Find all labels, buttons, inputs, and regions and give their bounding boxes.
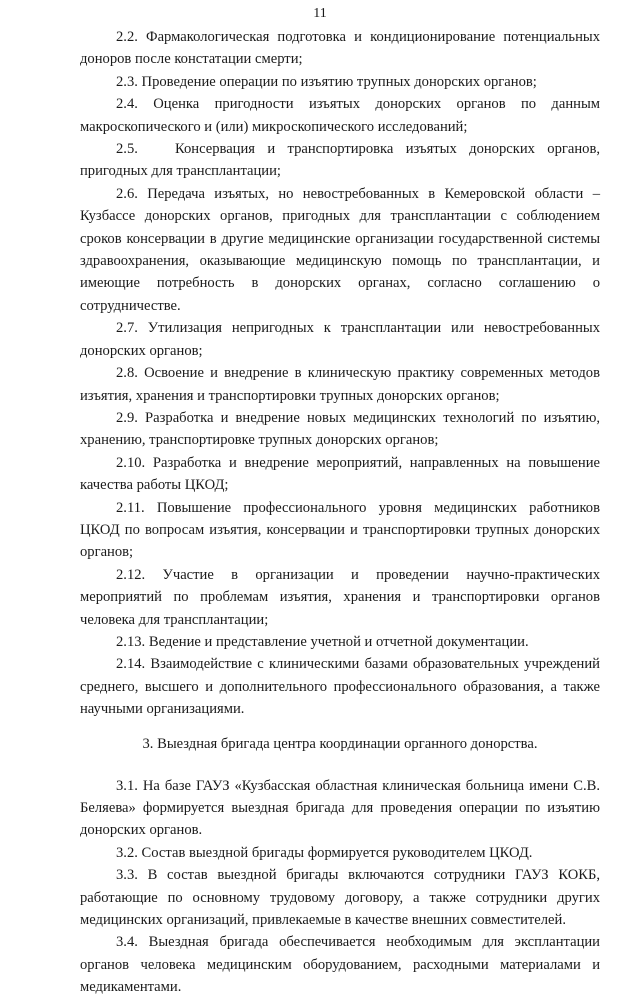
paragraph-2-4: 2.4. Оценка пригодности изъятых донорских органов по данным макроскопического и (или) микроскопического исследований; — [80, 96, 604, 135]
paragraph-3-4: 3.4. Выездная бригада обеспечивается необходимым для эксплантации органов человека медицинским оборудованием, расходными материалами и медикаментами. — [80, 934, 604, 996]
page-number: 11 — [313, 6, 327, 21]
paragraph-3-2: 3.2. Состав выездной бригады формируется руководителем ЦКОД. — [116, 844, 533, 861]
paragraph-2-2: 2.2. Фармакологическая подготовка и кондиционирование потенциальных доноров после констатации смерти; — [80, 29, 604, 68]
paragraph-2-6: 2.6. Передача изъятых, но невостребованных в Кемеровской области – Кузбассе донорских органов, пригодных для трансплантации с соблюдением сроков консервации в другие медицинские организации государственной системы здравоохранения, оказывающие медицинскую помощь по трансплантации, и имеющие потребность в донорских органах, согласно соглашению о сотрудничестве. — [80, 185, 604, 314]
paragraph-2-8: 2.8. Освоение и внедрение в клиническую практику современных методов изъятия, хранения и транспортировки трупных донорских органов; — [80, 365, 604, 404]
paragraph-2-3: 2.3. Проведение операции по изъятию трупных донорских органов; — [116, 73, 537, 90]
paragraph-2-10: 2.10. Разработка и внедрение мероприятий, направленных на повышение качества работы ЦКОД; — [80, 454, 604, 494]
paragraph-2-14: 2.14. Взаимодействие с клиническими базами образовательных учреждений среднего, высшего и дополнительного профессионального образования, а также научными организациями. — [80, 656, 604, 718]
document-body — [80, 26, 604, 999]
paragraph-3-3: 3.3. В состав выездной бригады включаются сотрудники ГАУЗ КОКБ, работающие по основному трудовому договору, а также сотрудники других медицинских организаций, привлекаемые в качестве внешних совместителей. — [80, 867, 604, 929]
paragraph-2-7: 2.7. Утилизация непригодных к трансплантации или невостребованных донорских органов; — [80, 320, 604, 359]
paragraph-2-9: 2.9. Разработка и внедрение новых медицинских технологий по изъятию, хранению, транспортировке трупных донорских органов; — [80, 409, 604, 449]
paragraph-3-1: 3.1. На базе ГАУЗ «Кузбасская областная клиническая больница имени С.В. Беляева» формируется выездная бригада для проведения операции по изъятию донорских органов. — [80, 777, 604, 839]
section-3-heading: 3. Выездная бригада центра координации органного донорства. — [142, 735, 538, 752]
paragraph-2-11: 2.11. Повышение профессионального уровня медицинских работников ЦКОД по вопросам изъятия, консервации и транспортировки трупных донорских органов; — [80, 499, 604, 561]
paragraph-2-13: 2.13. Ведение и представление учетной и отчетной документации. — [116, 633, 529, 650]
paragraph-2-12: 2.12. Участие в организации и проведении научно-практических мероприятий по проблемам изъятия, хранения и транспортировки органов человека для трансплантации; — [80, 566, 604, 628]
paragraph-2-5: 2.5. Консервация и транспортировка изъятых донорских органов, пригодных для трансплантации; — [80, 141, 604, 180]
